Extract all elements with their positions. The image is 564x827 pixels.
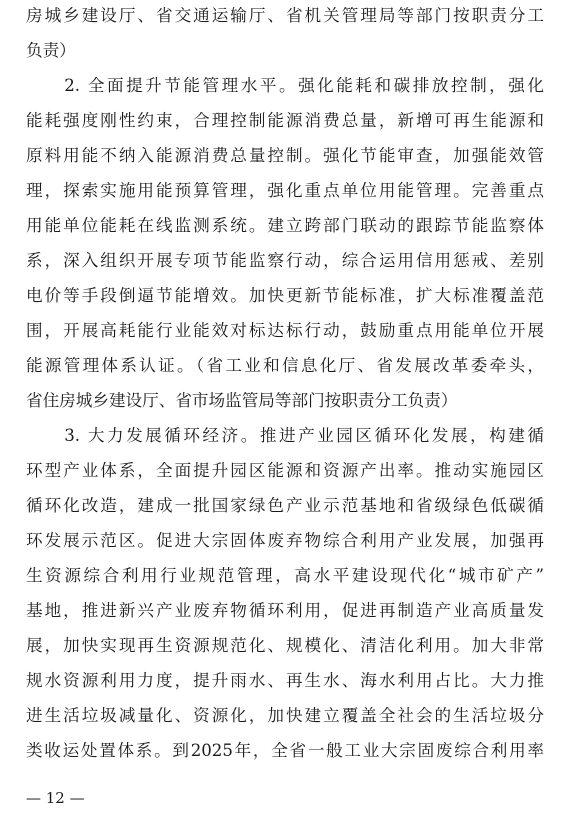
text-line-21: 进生活垃圾减量化、资源化，加快建立覆盖全社会的生活垃圾分 — [26, 706, 544, 725]
text-line-2: 负责） — [26, 41, 76, 60]
text-line-5: 原料用能不纳入能源消费总量控制。强化节能审查，加强能效管 — [26, 146, 544, 165]
text-line-12: 省住房城乡建设厅、省市场监管局等部门按职责分工负责） — [26, 391, 458, 410]
text-line-3: 2. 全面提升节能管理水平。强化能耗和碳排放控制，强化 — [26, 76, 544, 95]
text-line-7: 用能单位能耗在线监测系统。建立跨部门联动的跟踪节能监察体 — [26, 216, 544, 235]
text-line-9: 电价等手段倒逼节能增效。加快更新节能标准，扩大标准覆盖范 — [26, 286, 544, 305]
text-line-4: 能耗强度刚性约束，合理控制能源消费总量，新增可再生能源和 — [26, 111, 544, 130]
text-line-1: 房城乡建设厅、省交通运输厅、省机关管理局等部门按职责分工 — [26, 6, 544, 25]
text-line-14: 环型产业体系，全面提升园区能源和资源产出率。推动实施园区 — [26, 461, 544, 480]
text-line-18: 基地，推进新兴产业废弃物循环利用，促进再制造产业高质量发 — [26, 601, 544, 620]
text-line-11: 能源管理体系认证。（省工业和信息化厅、省发展改革委牵头， — [26, 356, 544, 375]
text-line-13: 3. 大力发展循环经济。推进产业园区循环化发展，构建循 — [26, 426, 544, 445]
text-line-16: 环发展示范区。促进大宗固体废弃物综合利用产业发展，加强再 — [26, 531, 544, 550]
text-line-22: 类收运处置体系。到2025年，全省一般工业大宗固废综合利用率 — [26, 741, 544, 760]
text-line-20: 规水资源利用力度，提升雨水、再生水、海水利用占比。大力推 — [26, 671, 544, 690]
text-line-15: 循环化改造，建成一批国家绿色产业示范基地和省级绿色低碳循 — [26, 496, 544, 515]
page-number: — 12 — — [26, 789, 85, 807]
text-line-17: 生资源综合利用行业规范管理，高水平建设现代化“城市矿产” — [26, 566, 544, 585]
text-line-6: 理，探索实施用能预算管理，强化重点单位用能管理。完善重点 — [26, 181, 544, 200]
text-line-8: 系，深入组织开展专项节能监察行动，综合运用信用惩戒、差别 — [26, 251, 544, 270]
text-line-19: 展，加快实现再生资源规范化、规模化、清洁化利用。加大非常 — [26, 636, 544, 655]
text-line-10: 围，开展高耗能行业能效对标达标行动，鼓励重点用能单位开展 — [26, 321, 544, 340]
